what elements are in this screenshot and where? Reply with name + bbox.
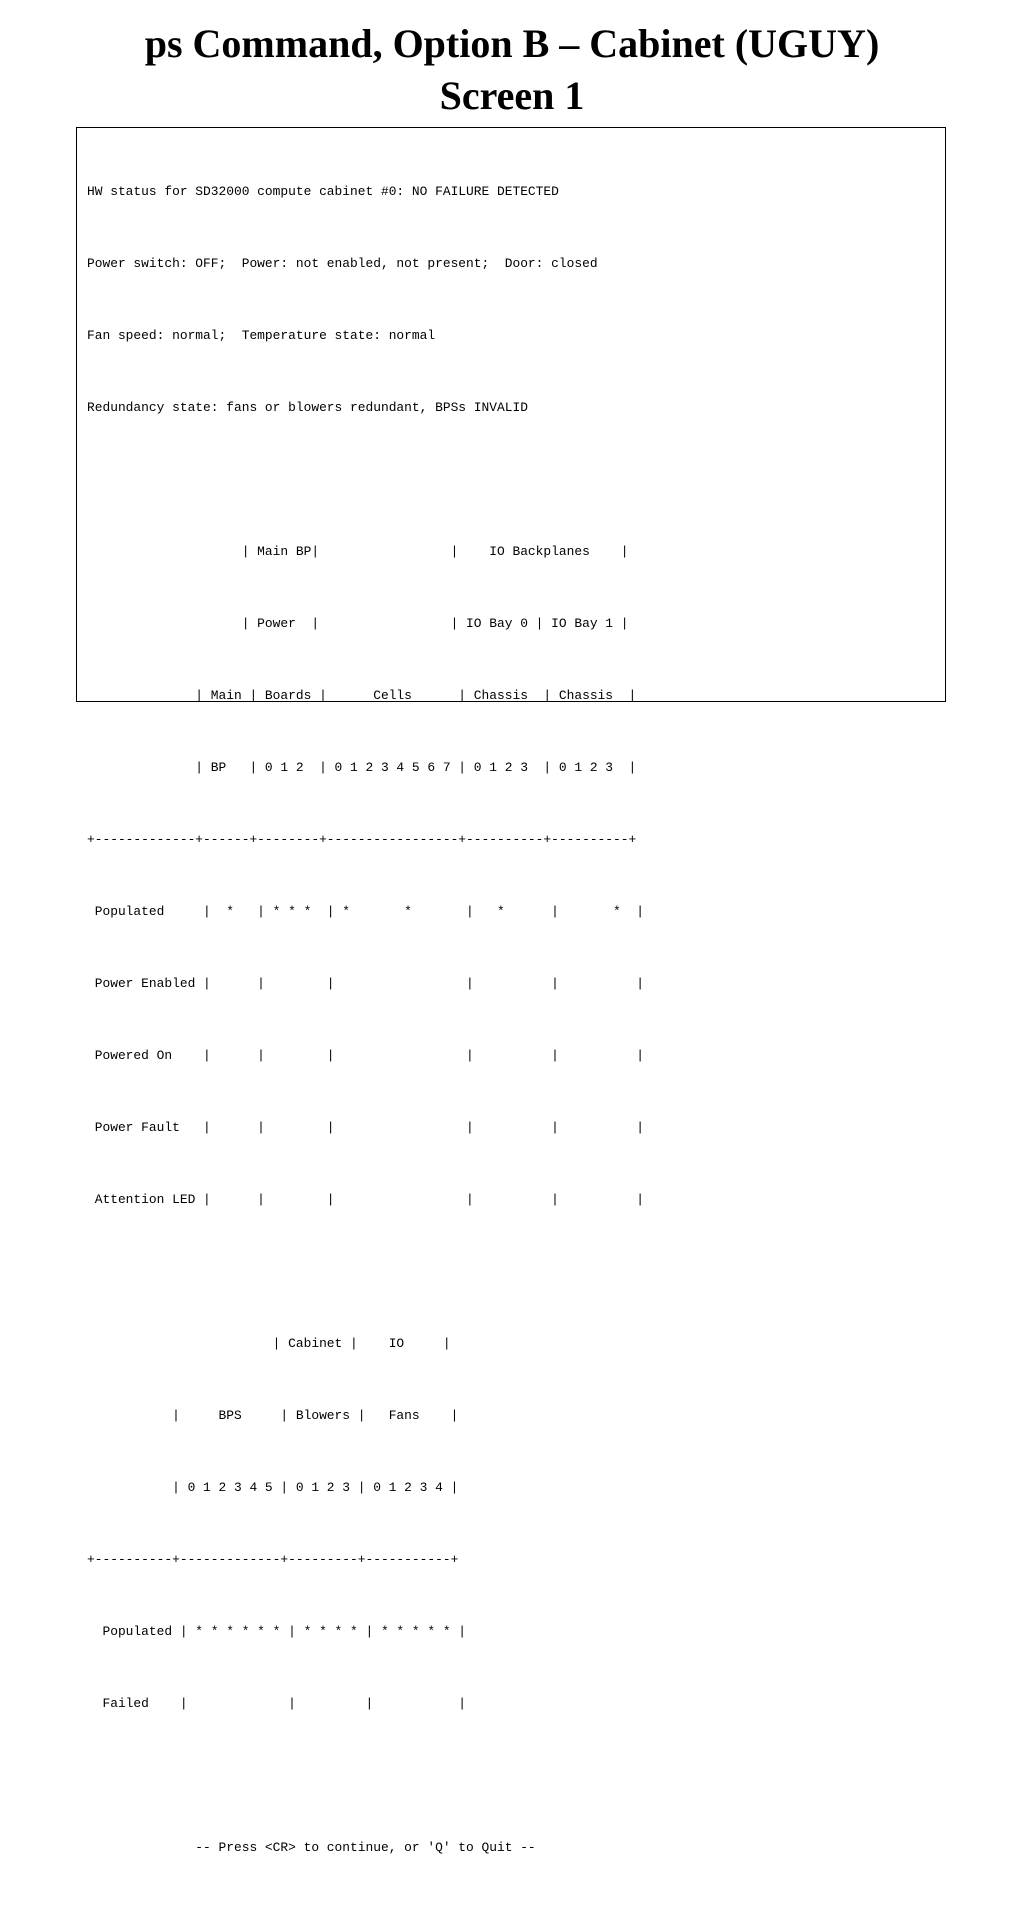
continue-prompt: -- Press <CR> to continue, or 'Q' to Quit -- [87, 1840, 536, 1855]
blank-line [87, 468, 644, 492]
table1-header-line: | BP | 0 1 2 | 0 1 2 3 4 5 6 7 | 0 1 2 3 | 0 1 2 3 | [87, 760, 637, 775]
power-switch-line: Power switch: OFF; Power: not enabled, not present; Door: closed [87, 256, 598, 271]
status-header-line: HW status for SD32000 compute cabinet #0: NO FAILURE DETECTED [87, 184, 559, 199]
table2-header-line: | 0 1 2 3 4 5 | 0 1 2 3 | 0 1 2 3 4 | [87, 1480, 459, 1495]
blank-line [87, 1764, 644, 1788]
terminal-screen [76, 127, 946, 1855]
table1-header-line: | Main | Boards | Cells | Chassis | Chassis | [87, 688, 637, 703]
terminal-output [87, 132, 644, 1908]
fan-speed-line: Fan speed: normal; Temperature state: normal [87, 328, 436, 343]
redundancy-line: Redundancy state: fans or blowers redundant, BPSs INVALID [87, 400, 528, 415]
table2-header-line: | Cabinet | IO | [87, 1336, 451, 1351]
table2-row-populated: Populated | * * * * * * | * * * * | * * * * * | [87, 1624, 467, 1639]
table1-row-populated: Populated | * | * * * | * * | * | * | [87, 904, 644, 919]
table1-row-power-fault: Power Fault | | | | | | [87, 1120, 644, 1135]
slide-title-line-2: Screen 1 [439, 73, 585, 118]
table1-row-attention-led: Attention LED | | | | | | [87, 1192, 644, 1207]
table1-separator: +-------------+------+--------+-----------------+----------+----------+ [87, 832, 637, 847]
table2-header-line: | BPS | Blowers | Fans | [87, 1408, 459, 1423]
table1-header-line: | Power | | IO Bay 0 | IO Bay 1 | [87, 616, 629, 631]
table2-row-failed: Failed | | | | [87, 1696, 467, 1711]
table1-row-power-enabled: Power Enabled | | | | | | [87, 976, 644, 991]
slide-title-line-1: ps Command, Option B – Cabinet (UGUY) [144, 21, 880, 66]
slide-title [0, 18, 1024, 122]
table1-header-line: | Main BP| | IO Backplanes | [87, 544, 629, 559]
blank-line [87, 1260, 644, 1284]
table2-separator: +----------+-------------+---------+-----------+ [87, 1552, 459, 1567]
table1-row-powered-on: Powered On | | | | | | [87, 1048, 644, 1063]
